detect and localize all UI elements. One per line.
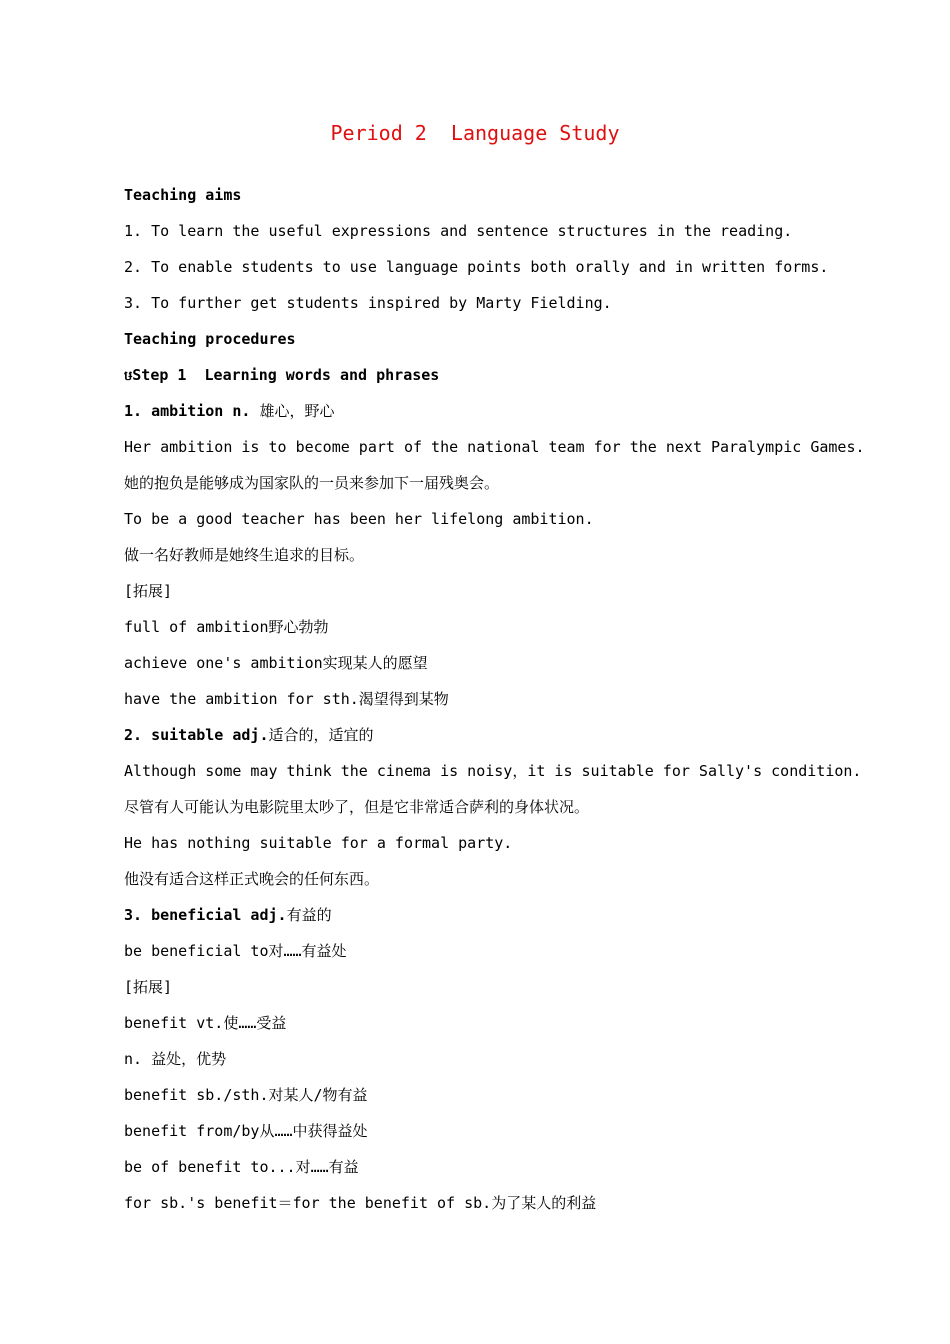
text-line: [124, 794, 844, 830]
line-text: Teaching procedures: [124, 330, 296, 348]
line-text: 3. beneficial adj.: [124, 906, 287, 924]
line-text: achieve one's ambition实现某人的愿望: [124, 654, 428, 672]
line-text: benefit sb./sth.对某人/物有益: [124, 1086, 368, 1104]
text-line: [124, 650, 844, 686]
text-line: [124, 506, 844, 542]
line-text: 1. ambition n.: [124, 402, 260, 420]
text-line: [124, 434, 865, 470]
line-text: for sb.'s benefit＝for the benefit of sb.为了某人的利益: [124, 1194, 597, 1212]
text-line: [124, 722, 844, 758]
line-text: 2. suitable adj.: [124, 726, 269, 744]
text-line: [124, 398, 844, 434]
text-line: [124, 1154, 844, 1190]
page-title: Period 2 Language Study: [330, 121, 620, 145]
text-line: [124, 830, 844, 866]
line-text: Her ambition is to become part of the national team for the next Paralympic Games.: [124, 438, 865, 456]
text-line: [124, 542, 844, 578]
line-text: 做一名好教师是她终生追求的目标。: [124, 546, 365, 564]
document-body: [124, 182, 865, 1226]
line-translation: 适合的，适宜的: [268, 726, 374, 744]
text-line: [124, 1010, 844, 1046]
line-text: 他没有适合这样正式晚会的任何东西。: [124, 870, 380, 888]
text-line: [124, 1046, 844, 1082]
text-line: [124, 1082, 844, 1118]
line-text: have the ambition for sth.渴望得到某物: [124, 690, 449, 708]
text-line: [124, 614, 844, 650]
line-translation: 有益的: [286, 906, 332, 924]
step-marker: ឞ: [124, 369, 133, 384]
line-text: 2. To enable students to use language points both orally and in written forms.: [124, 258, 829, 276]
line-text: be beneficial to对……有益处: [124, 942, 347, 960]
text-line: [124, 182, 844, 218]
line-text: Teaching aims: [124, 186, 242, 204]
text-line: [124, 974, 844, 1010]
line-text: full of ambition野心勃勃: [124, 618, 329, 636]
line-text: 尽管有人可能认为电影院里太吵了，但是它非常适合萨利的身体状况。: [124, 798, 590, 816]
text-line: [124, 902, 844, 938]
line-text: Step 1 Learning words and phrases: [132, 366, 440, 384]
line-text: He has nothing suitable for a formal party.: [124, 834, 513, 852]
line-text: Although some may think the cinema is noisy，it is suitable for Sally's condition.: [124, 762, 862, 780]
text-line: [124, 578, 844, 614]
line-text: To be a good teacher has been her lifelong ambition.: [124, 510, 594, 528]
line-text: 她的抱负是能够成为国家队的一员来参加下一届残奥会。: [124, 474, 500, 492]
text-line: [124, 1190, 844, 1226]
text-line: [124, 686, 844, 722]
line-text: [拓展]: [124, 978, 173, 996]
line-text: n. 益处，优势: [124, 1050, 227, 1068]
text-line: [124, 758, 862, 794]
text-line: [124, 470, 844, 506]
text-line: [124, 938, 844, 974]
text-line: [124, 362, 844, 398]
line-text: 1. To learn the useful expressions and sentence structures in the reading.: [124, 222, 793, 240]
line-text: 3. To further get students inspired by Marty Fielding.: [124, 294, 612, 312]
line-text: be of benefit to...对……有益: [124, 1158, 359, 1176]
text-line: [124, 326, 844, 362]
line-text: [拓展]: [124, 582, 173, 600]
text-line: [124, 290, 844, 326]
line-text: benefit from/by从……中获得益处: [124, 1122, 368, 1140]
text-line: [124, 1118, 844, 1154]
text-line: [124, 254, 844, 290]
text-line: [124, 866, 844, 902]
text-line: [124, 218, 844, 254]
line-translation: 雄心，野心: [259, 402, 335, 420]
line-text: benefit vt.使……受益: [124, 1014, 287, 1032]
